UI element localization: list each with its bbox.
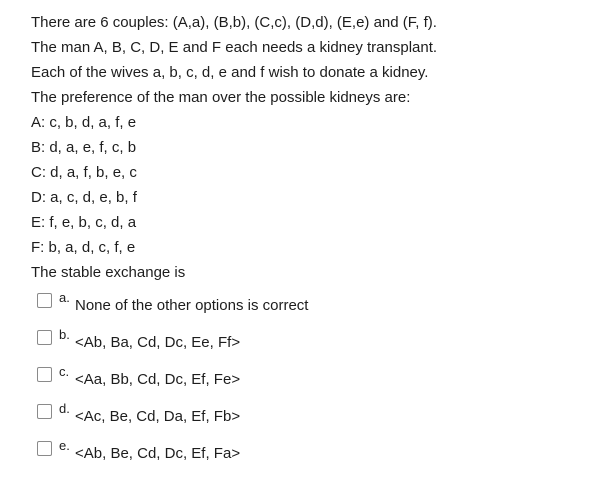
- question-prompt: The stable exchange is: [31, 264, 186, 281]
- preference-line-e: E: f, e, b, c, d, a: [31, 214, 137, 231]
- question-text: [31, 10, 601, 285]
- option-d[interactable]: [37, 401, 597, 438]
- preference-line-b: B: d, a, e, f, c, b: [31, 139, 137, 156]
- option-e-label[interactable]: <Ab, Be, Cd, Dc, Ef, Fa>: [75, 445, 241, 462]
- option-e[interactable]: [37, 438, 597, 475]
- question-line: The preference of the man over the possible kidneys are:: [31, 89, 411, 106]
- preference-line-f: F: b, a, d, c, f, e: [31, 239, 136, 256]
- question-line: The man A, B, C, D, E and F each needs a kidney transplant.: [31, 39, 438, 56]
- option-d-letter: d.: [59, 401, 70, 416]
- answer-options: [37, 290, 597, 475]
- option-e-letter: e.: [59, 438, 70, 453]
- preference-line-d: D: a, c, d, e, b, f: [31, 189, 137, 206]
- option-c-checkbox[interactable]: [37, 367, 52, 382]
- option-c-label[interactable]: <Aa, Bb, Cd, Dc, Ef, Fe>: [75, 371, 241, 388]
- option-c-letter: c.: [59, 364, 70, 379]
- option-e-checkbox[interactable]: [37, 441, 52, 456]
- option-a-letter: a.: [59, 290, 70, 305]
- option-b-checkbox[interactable]: [37, 330, 52, 345]
- question-line: There are 6 couples: (A,a), (B,b), (C,c), (D,d), (E,e) and (F, f).: [31, 14, 437, 31]
- option-a[interactable]: [37, 290, 597, 327]
- option-d-label[interactable]: <Ac, Be, Cd, Da, Ef, Fb>: [75, 408, 241, 425]
- question-line: Each of the wives a, b, c, d, e and f wish to donate a kidney.: [31, 64, 429, 81]
- option-c[interactable]: [37, 364, 597, 401]
- option-b-label[interactable]: <Ab, Ba, Cd, Dc, Ee, Ff>: [75, 334, 241, 351]
- option-d-checkbox[interactable]: [37, 404, 52, 419]
- preference-line-a: A: c, b, d, a, f, e: [31, 114, 137, 131]
- preference-line-c: C: d, a, f, b, e, c: [31, 164, 137, 181]
- option-a-label[interactable]: None of the other options is correct: [75, 297, 309, 314]
- option-a-checkbox[interactable]: [37, 293, 52, 308]
- option-b-letter: b.: [59, 327, 70, 342]
- option-b[interactable]: [37, 327, 597, 364]
